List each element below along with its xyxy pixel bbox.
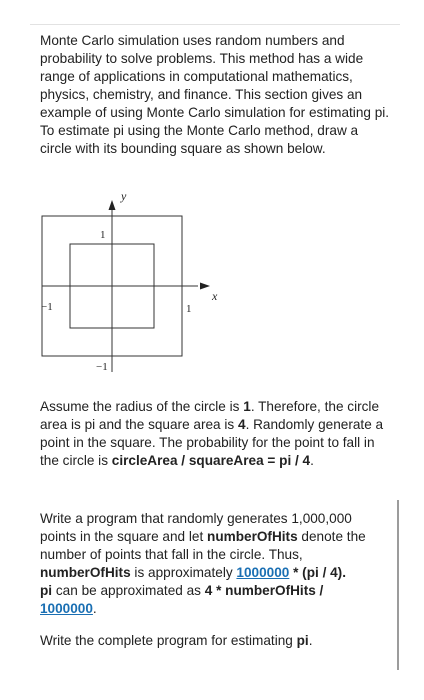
top-tick-label: 1 [100, 229, 106, 241]
p2-text-1: Assume the radius of the circle is [40, 399, 244, 414]
task-paragraph [40, 632, 390, 650]
p3-text-4: can be approximated as [52, 583, 205, 598]
p3-pi-word: pi [40, 583, 53, 598]
x-axis-arrow-icon [200, 283, 210, 290]
p2-square-area-value: 4 [238, 417, 246, 432]
left-tick-label: −1 [41, 301, 53, 313]
p2-probability-formula: circleArea / squareArea = pi / 4 [111, 453, 311, 468]
y-axis-arrow-icon [109, 200, 116, 210]
p3-estimate-formula: 4 * numberOfHits / [204, 583, 324, 598]
assumption-paragraph [40, 398, 390, 470]
p4-text-1: Write the complete program for estimating [40, 633, 297, 648]
p3-formula-part: * (pi / 4). [289, 565, 346, 580]
p2-text-2: . Therefore, the circle area is pi and the square area is [40, 399, 380, 432]
circle-square-figure [30, 186, 230, 386]
p2-radius-value: 1 [243, 399, 251, 414]
p4-pi-word: pi [296, 633, 309, 648]
x-axis-label: x [212, 289, 218, 303]
p3-hits-variable: numberOfHits [207, 529, 298, 544]
top-divider [30, 24, 400, 25]
scroll-indicator-line [397, 500, 399, 670]
p4-text-2: . [308, 633, 313, 648]
p3-text-3: is approximately [130, 565, 237, 580]
p3-hits-variable-2: numberOfHits [40, 565, 131, 580]
y-axis-label: y [121, 189, 127, 203]
p3-text-2: denote the number of points that fall in the circle. Thus, [40, 529, 366, 562]
p2-text-4: . [310, 453, 314, 468]
p2-text-3: . Randomly generate a point in the square. The probability for the point to fall in the circle is [40, 417, 384, 468]
right-tick-label: 1 [186, 303, 192, 315]
million-link[interactable]: 1000000 [236, 565, 290, 580]
intro-paragraph: Monte Carlo simulation uses random numbers and probability to solve problems. This method has a wide range of applications in computational mathematics, physics, chemistry, and finance. This section gives an example of using Monte Carlo simulation for estimating pi. To estimate pi using the Monte Carlo method, draw a circle with its bounding square as shown below. [40, 33, 390, 156]
bottom-tick-label: −1 [96, 361, 108, 373]
p3-text-5: . [92, 601, 97, 616]
p3-text-1: Write a program that randomly generates 1,000,000 points in the square and let [40, 511, 352, 544]
million-link-2[interactable]: 1000000 [40, 601, 93, 616]
program-paragraph [40, 510, 390, 618]
